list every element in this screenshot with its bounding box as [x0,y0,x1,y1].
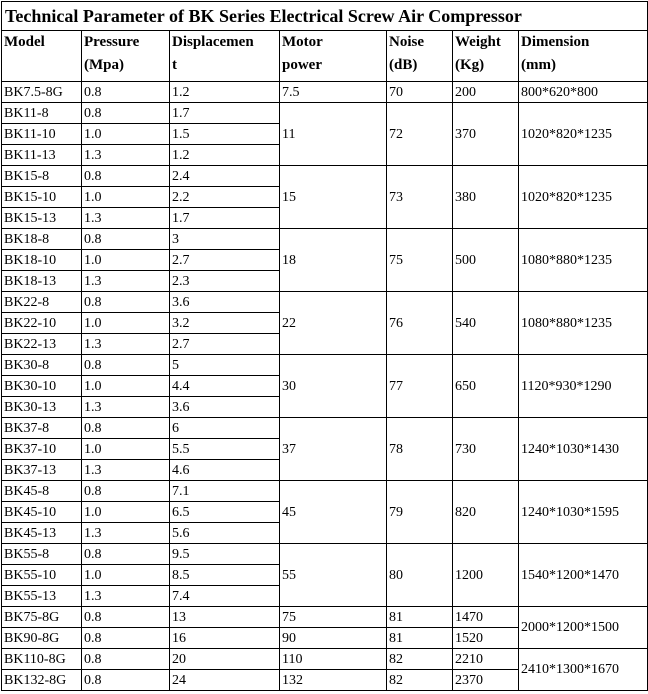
dimension-cell: 2410*1300*1670 [519,649,648,691]
model-cell: BK75-8G [2,607,82,628]
motor-power-cell: 75 [280,607,387,628]
weight-cell: 200 [453,82,519,103]
displacement-cell: 4.4 [170,376,280,397]
displacement-cell: 6 [170,418,280,439]
table-row [2,292,648,313]
noise-cell: 82 [387,670,453,691]
noise-cell: 80 [387,544,453,607]
dimension-cell: 1240*1030*1430 [519,418,648,481]
table-row [2,418,648,439]
pressure-cell: 1.0 [82,250,170,271]
displacement-cell: 1.7 [170,208,280,229]
displacement-cell: 9.5 [170,544,280,565]
noise-cell: 82 [387,649,453,670]
model-cell: BK37-10 [2,439,82,460]
noise-cell: 78 [387,418,453,481]
header-weight: Weight (Kg) [453,31,519,82]
model-cell: BK45-13 [2,523,82,544]
displacement-cell: 1.7 [170,103,280,124]
model-cell: BK30-10 [2,376,82,397]
header-noise: Noise (dB) [387,31,453,82]
header-model: Model [2,31,82,82]
pressure-cell: 0.8 [82,481,170,502]
weight-cell: 2370 [453,670,519,691]
motor-power-cell: 15 [280,166,387,229]
displacement-cell: 1.2 [170,145,280,166]
dimension-cell: 1120*930*1290 [519,355,648,418]
displacement-cell: 16 [170,628,280,649]
displacement-cell: 7.4 [170,586,280,607]
model-cell: BK18-10 [2,250,82,271]
model-cell: BK110-8G [2,649,82,670]
model-cell: BK11-8 [2,103,82,124]
displacement-cell: 3.6 [170,397,280,418]
displacement-cell: 20 [170,649,280,670]
pressure-cell: 1.3 [82,397,170,418]
dimension-cell: 1020*820*1235 [519,103,648,166]
displacement-cell: 5.6 [170,523,280,544]
table-row [2,607,648,628]
pressure-cell: 1.0 [82,565,170,586]
weight-cell: 1470 [453,607,519,628]
pressure-cell: 1.0 [82,187,170,208]
dimension-cell: 1540*1200*1470 [519,544,648,607]
table-row [2,82,648,103]
model-cell: BK18-13 [2,271,82,292]
header-row [2,31,648,82]
spec-table [1,1,648,691]
weight-cell: 2210 [453,649,519,670]
model-cell: BK22-8 [2,292,82,313]
displacement-cell: 3 [170,229,280,250]
pressure-cell: 0.8 [82,292,170,313]
weight-cell: 380 [453,166,519,229]
model-cell: BK37-13 [2,460,82,481]
table-row [2,649,648,670]
model-cell: BK30-8 [2,355,82,376]
model-cell: BK11-13 [2,145,82,166]
displacement-cell: 1.2 [170,82,280,103]
motor-power-cell: 37 [280,418,387,481]
header-motor-power: Motor power [280,31,387,82]
model-cell: BK55-13 [2,586,82,607]
pressure-cell: 0.8 [82,103,170,124]
weight-cell: 820 [453,481,519,544]
pressure-cell: 1.3 [82,523,170,544]
header-displacement: Displacemen t [170,31,280,82]
displacement-cell: 7.1 [170,481,280,502]
displacement-cell: 2.7 [170,250,280,271]
model-cell: BK30-13 [2,397,82,418]
weight-cell: 500 [453,229,519,292]
noise-cell: 77 [387,355,453,418]
pressure-cell: 0.8 [82,82,170,103]
pressure-cell: 0.8 [82,355,170,376]
pressure-cell: 1.3 [82,586,170,607]
model-cell: BK18-8 [2,229,82,250]
motor-power-cell: 45 [280,481,387,544]
model-cell: BK11-10 [2,124,82,145]
pressure-cell: 0.8 [82,418,170,439]
displacement-cell: 2.7 [170,334,280,355]
pressure-cell: 0.8 [82,649,170,670]
pressure-cell: 1.0 [82,439,170,460]
displacement-cell: 5 [170,355,280,376]
model-cell: BK90-8G [2,628,82,649]
displacement-cell: 6.5 [170,502,280,523]
weight-cell: 540 [453,292,519,355]
motor-power-cell: 132 [280,670,387,691]
displacement-cell: 13 [170,607,280,628]
motor-power-cell: 90 [280,628,387,649]
pressure-cell: 0.8 [82,607,170,628]
table-row [2,355,648,376]
displacement-cell: 1.5 [170,124,280,145]
table-row [2,103,648,124]
weight-cell: 1520 [453,628,519,649]
displacement-cell: 4.6 [170,460,280,481]
model-cell: BK45-8 [2,481,82,502]
motor-power-cell: 55 [280,544,387,607]
pressure-cell: 0.8 [82,544,170,565]
pressure-cell: 0.8 [82,229,170,250]
model-cell: BK37-8 [2,418,82,439]
pressure-cell: 1.0 [82,313,170,334]
weight-cell: 650 [453,355,519,418]
motor-power-cell: 22 [280,292,387,355]
motor-power-cell: 18 [280,229,387,292]
noise-cell: 81 [387,607,453,628]
model-cell: BK15-8 [2,166,82,187]
model-cell: BK45-10 [2,502,82,523]
model-cell: BK55-8 [2,544,82,565]
pressure-cell: 0.8 [82,670,170,691]
noise-cell: 76 [387,292,453,355]
noise-cell: 75 [387,229,453,292]
displacement-cell: 5.5 [170,439,280,460]
model-cell: BK15-10 [2,187,82,208]
displacement-cell: 24 [170,670,280,691]
dimension-cell: 1080*880*1235 [519,292,648,355]
table-title: Technical Parameter of BK Series Electrical Screw Air Compressor [2,2,648,31]
motor-power-cell: 11 [280,103,387,166]
noise-cell: 73 [387,166,453,229]
table-row [2,229,648,250]
noise-cell: 79 [387,481,453,544]
dimension-cell: 800*620*800 [519,82,648,103]
dimension-cell: 1080*880*1235 [519,229,648,292]
model-cell: BK55-10 [2,565,82,586]
model-cell: BK7.5-8G [2,82,82,103]
displacement-cell: 2.3 [170,271,280,292]
model-cell: BK22-10 [2,313,82,334]
displacement-cell: 2.2 [170,187,280,208]
dimension-cell: 1240*1030*1595 [519,481,648,544]
motor-power-cell: 30 [280,355,387,418]
pressure-cell: 1.3 [82,334,170,355]
weight-cell: 1200 [453,544,519,607]
pressure-cell: 1.3 [82,271,170,292]
table-row [2,166,648,187]
pressure-cell: 1.0 [82,124,170,145]
table-row [2,481,648,502]
pressure-cell: 1.0 [82,376,170,397]
header-dimension: Dimension (mm) [519,31,648,82]
pressure-cell: 1.3 [82,145,170,166]
pressure-cell: 1.3 [82,208,170,229]
pressure-cell: 1.3 [82,460,170,481]
pressure-cell: 0.8 [82,628,170,649]
header-pressure: Pressure (Mpa) [82,31,170,82]
motor-power-cell: 110 [280,649,387,670]
displacement-cell: 2.4 [170,166,280,187]
model-cell: BK15-13 [2,208,82,229]
table-row [2,544,648,565]
pressure-cell: 0.8 [82,166,170,187]
model-cell: BK132-8G [2,670,82,691]
displacement-cell: 3.2 [170,313,280,334]
model-cell: BK22-13 [2,334,82,355]
noise-cell: 70 [387,82,453,103]
dimension-cell: 2000*1200*1500 [519,607,648,649]
pressure-cell: 1.0 [82,502,170,523]
motor-power-cell: 7.5 [280,82,387,103]
dimension-cell: 1020*820*1235 [519,166,648,229]
displacement-cell: 3.6 [170,292,280,313]
displacement-cell: 8.5 [170,565,280,586]
noise-cell: 72 [387,103,453,166]
title-row [2,2,648,31]
weight-cell: 370 [453,103,519,166]
weight-cell: 730 [453,418,519,481]
noise-cell: 81 [387,628,453,649]
